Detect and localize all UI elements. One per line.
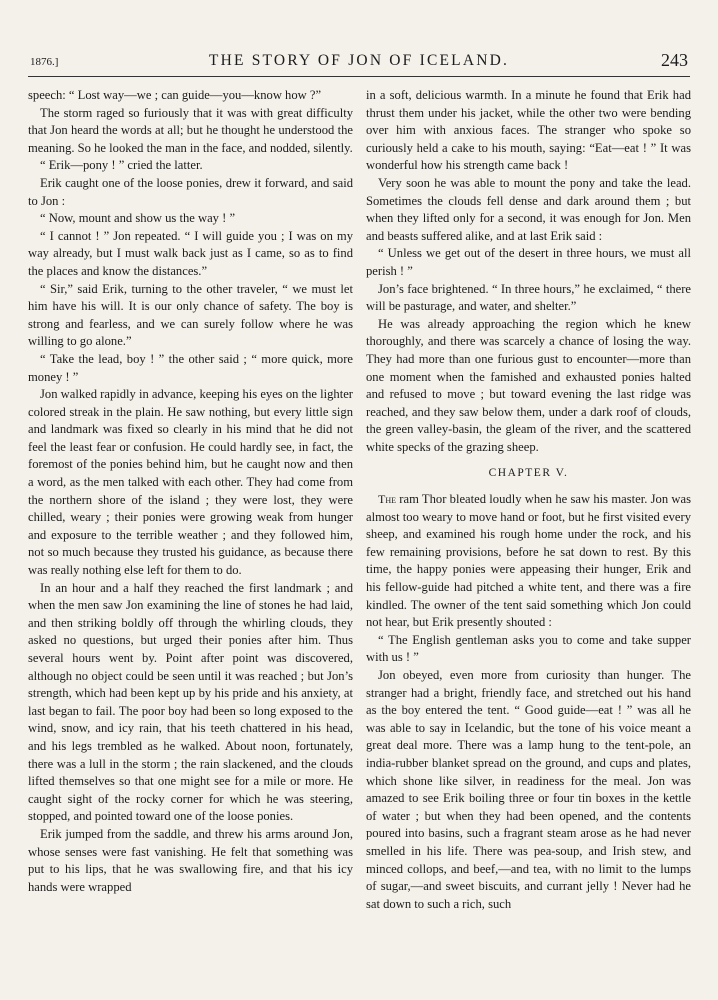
chapter-opening-text: ram Thor bleated loudly when he saw his master. Jon was almost too weary to move hand or foot, but he first visited every sheep, and examined his rough home under the rock, and his few remaining provisions, before he sat down to rest. By this time, the happy ponies were appeasing their hunger, Erik and his fellow-guide had pitched a white tent, and there was a fire kindled. The owner of the tent said something which Jon could not hear, but Erik presently shouted : (366, 492, 691, 630)
paragraph: “ Take the lead, boy ! ” the other said ; “ more quick, more money ! ” (28, 351, 353, 384)
text-columns (28, 87, 691, 987)
left-column (28, 87, 353, 987)
chapter-first-word: The (378, 492, 396, 507)
paragraph: “ I cannot ! ” Jon repeated. “ I will guide you ; I was on my way already, but I must walk back just as I came, so as to find the places and know the distances.” (28, 228, 353, 278)
paragraph: Jon’s face brightened. “ In three hours,” he exclaimed, “ there will be pasturage, and water, and shelter.” (366, 281, 691, 314)
paragraph: Erik caught one of the loose ponies, drew it forward, and said to Jon : (28, 175, 353, 208)
paragraph: “ Unless we get out of the desert in three hours, we must all perish ! ” (366, 246, 691, 278)
paragraph: Very soon he was able to mount the pony and take the lead. Sometimes the clouds fell dense and dark around them ; but when they lifted only for a second, it was enough for Jon. Men and beasts suffered alike, and at last Erik said : (366, 175, 691, 243)
running-header (28, 50, 690, 77)
chapter-heading: CHAPTER V. (488, 467, 569, 480)
paragraph: The storm raged so furiously that it was with great difficulty that Jon heard the words at all; but he thought he understood the meaning. So he looked the man in the face, and nodded, silently. (28, 105, 353, 155)
paragraph: Jon obeyed, even more from curiosity than hunger. The stranger had a bright, friendly face, and stretched out his hand as the boy entered the tent. “ Good guide—eat ! ” was all he was able to say in Icelandic, but the tone of his voice meant a great deal more. There was a lamp hung to the tent-pole, an india-rubber blanket spread on the ground, and cups and plates, which shone like silver, in readiness for the meal. Jon was amazed to see Erik boiling three or four tin boxes in the kettle of water ; but when they had been opened, and the contents poured into basins, such a fragrant steam arose as he had never smelled in his life. There was pea-soup, and Irish stew, and minced collops, and beef,—and tea, with no limit to the lumps of sugar,—and sweet biscuits, and currant jelly ! Never had he sat down to such a rich, such (366, 668, 691, 911)
paragraph: speech: “ Lost way—we ; can guide—you—know how ?” (28, 88, 322, 102)
chapter-opening-paragraph (366, 491, 691, 632)
paragraph: In an hour and a half they reached the first landmark ; and when the men saw Jon examining the line of stones he had laid, and then striking boldly off through the whirling clouds, they asked no questions, but urged their ponies after him. Thus several hours went by. Point after point was discovered, although no object could be seen until it was reached ; but Jon’s strength, which had been kept up by his pride and his anxiety, at last began to fail. The poor boy had been so long exposed to the wind, snow, and icy rain, that his teeth chattered in his head, and his legs trembled as he walked. About noon, fortunately, there was a lull in the storm ; the rain slackened, and the clouds lifted themselves so that one might see for a mile or more. He caught sight of the rocky corner for which he was steering, stopped, and pointed toward one of the loose ponies. (28, 580, 353, 824)
header-date: 1876.] (30, 56, 59, 68)
right-column (366, 87, 691, 987)
header-title: THE STORY OF JON OF ICELAND. (208, 52, 510, 69)
paragraph: “ Erik—pony ! ” cried the latter. (40, 158, 203, 173)
paragraph: He was already approaching the region which he knew thoroughly, and there was scarcely a chance of losing the way. They had more than one furious gust to encounter—more than one moment when the famished and exhausted ponies halted and refused to move ; but toward evening the last ridge was reached, and they saw below them, under a dark roof of clouds, the green valley-basin, the gleam of the river, and the scattered white specks of the grazing sheep. (366, 316, 691, 454)
paragraph: in a soft, delicious warmth. In a minute he found that Erik had thrust them under his jacket, while the other two were bending over him with anxious faces. The stranger who spoke so curiously held a cake to his mouth, saying: “Eat—eat ! ” It was wonderful how his strength came back ! (366, 88, 691, 173)
paragraph: “ Sir,” said Erik, turning to the other traveler, “ we must let him have his will. It is our only chance of safety. The boy is strong and fearless, and we can surely follow where he was willing to go alone.” (28, 281, 353, 349)
paragraph: “ Now, mount and show us the way ! ” (40, 211, 236, 226)
paragraph: “ The English gentleman asks you to come and take supper with us ! ” (366, 632, 691, 665)
paragraph: Erik jumped from the saddle, and threw his arms around Jon, whose senses were fast vanishing. He felt that something was put to his lips, that he was swallowing fire, and that his icy hands were wrapped (28, 826, 353, 894)
page-number: 243 (661, 50, 688, 70)
paragraph: Jon walked rapidly in advance, keeping his eyes on the lighter colored streak in the plain. He saw nothing, but every little sign and landmark was fixed so clearly in his mind that he did not feel the least fear or confusion. He could hardly see, in fact, the foremost of the ponies behind him, but he caught now and then a word, as the men talked with each other. They had come from the northern shore of the island ; they were lost, they were chilled, weary ; their ponies were growing weak from hunger and exposure to the terrible weather ; and they followed him, not so much because they trusted his guidance, as because there was really nothing else left for them to do. (28, 387, 354, 578)
